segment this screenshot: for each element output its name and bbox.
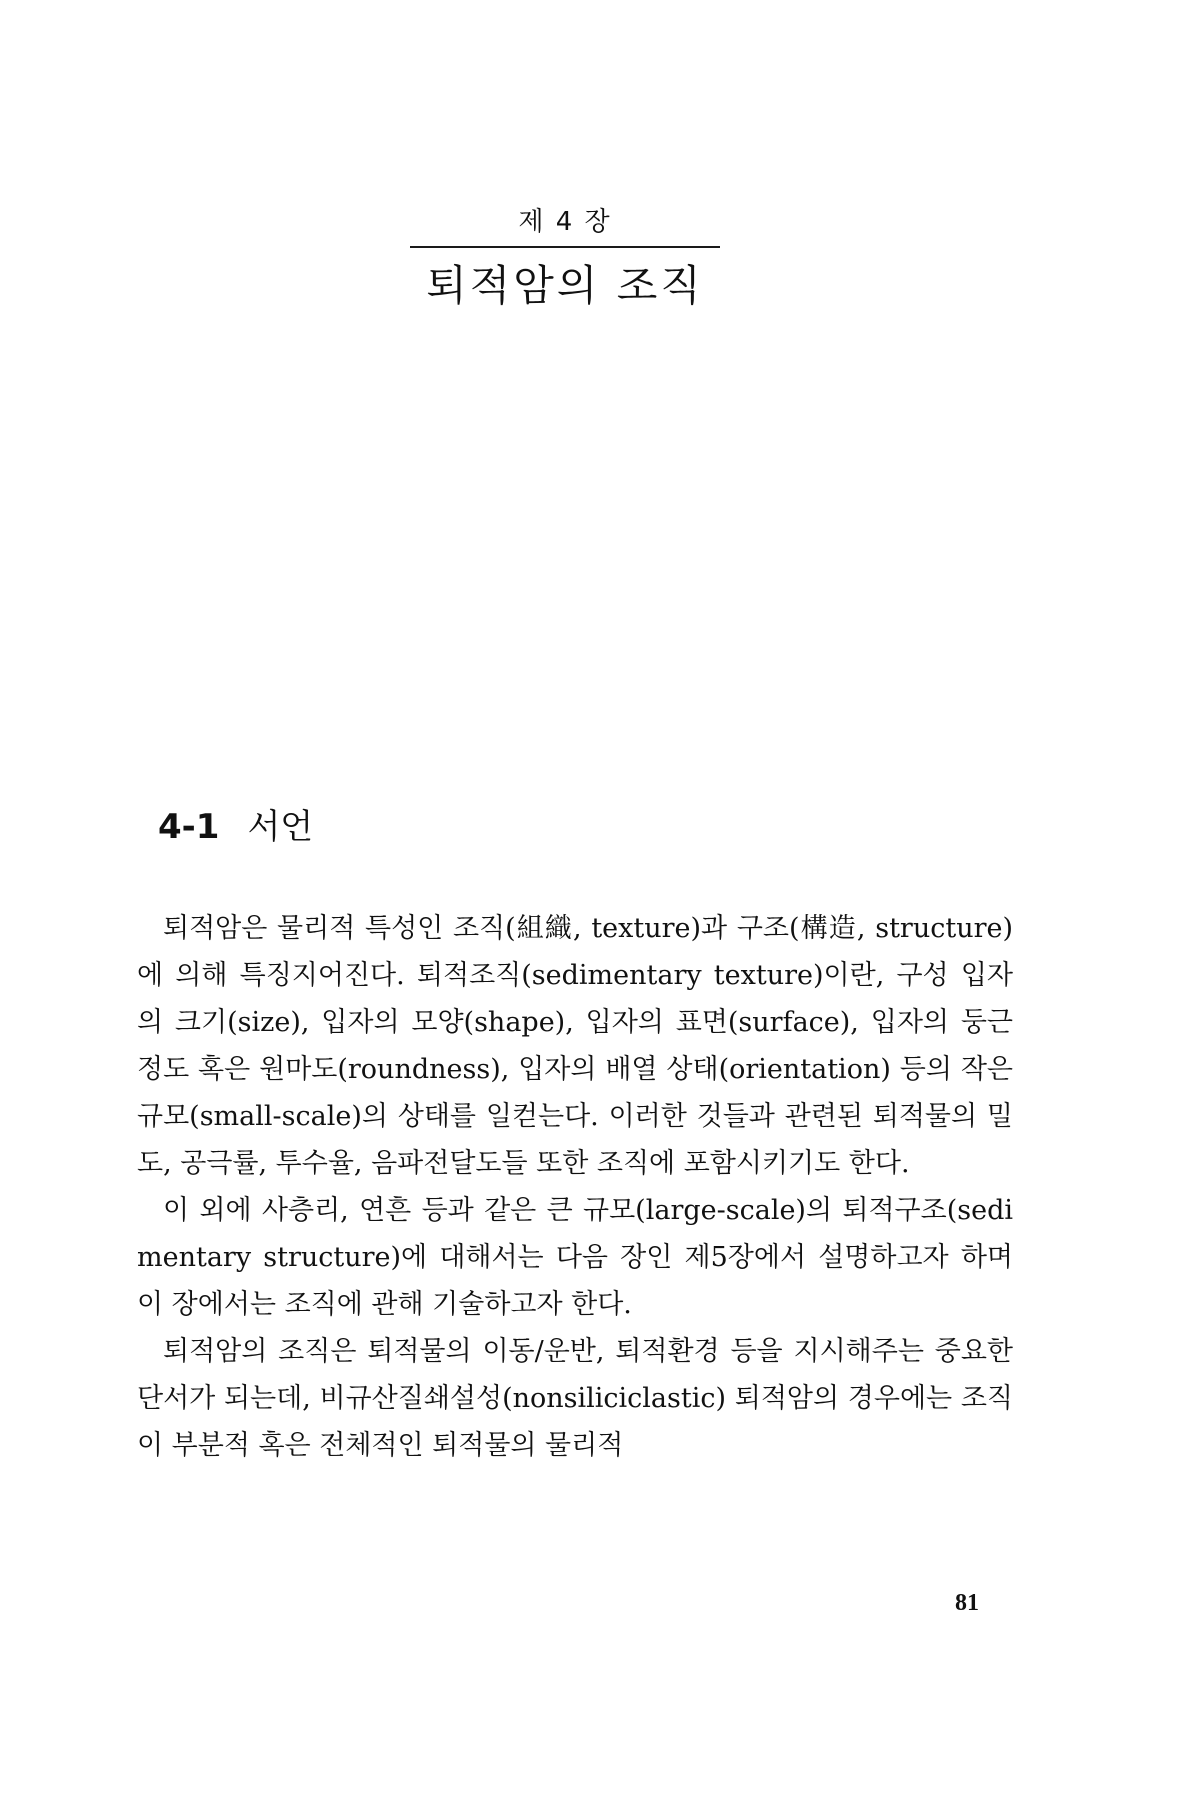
paragraph: 이 외에 사층리, 연흔 등과 같은 큰 규모(large-scale)의 퇴적구조(sedimentary structure)에 대해서는 다음 장인 제5장에서 설명하고자 하며 이 장에서는 조직에 관해 기술하고자 한다.: [137, 1195, 1013, 1320]
paragraph: 퇴적암의 조직은 퇴적물의 이동/운반, 퇴적환경 등을 지시해주는 중요한 단서가 되는데, 비규산질쇄설성(nonsiliciclastic) 퇴적암의 경우에는 조직이 부분적 혹은 전체적인 퇴적물의 물리적: [137, 1336, 1013, 1461]
chapter-label: 제 4 장: [518, 207, 612, 237]
section-title: 서언: [247, 807, 314, 847]
section-heading: [158, 805, 313, 849]
paragraph: 퇴적암은 물리적 특성인 조직(組織, texture)과 구조(構造, structure)에 의해 특징지어진다. 퇴적조직(sedimentary texture)이란, 구성 입자의 크기(size), 입자의 모양(shape), 입자의 표면(surface), 입자의 둥근 정도 혹은 원마도(roundness), 입자의 배열 상태(orientation) 등의 작은 규모(small-scale)의 상태를 일컫는다. 이러한 것들과 관련된 퇴적물의 밀도, 공극률, 투수율, 음파전달도들 또한 조직에 포함시키기도 한다.: [137, 913, 1013, 1179]
section-number: 4-1: [158, 807, 220, 847]
chapter-title: 퇴적암의 조직: [426, 261, 704, 310]
chapter-heading: [410, 200, 720, 314]
chapter-divider: [410, 246, 720, 248]
body-text: [137, 905, 1013, 1469]
page-number: 81: [955, 1590, 979, 1616]
